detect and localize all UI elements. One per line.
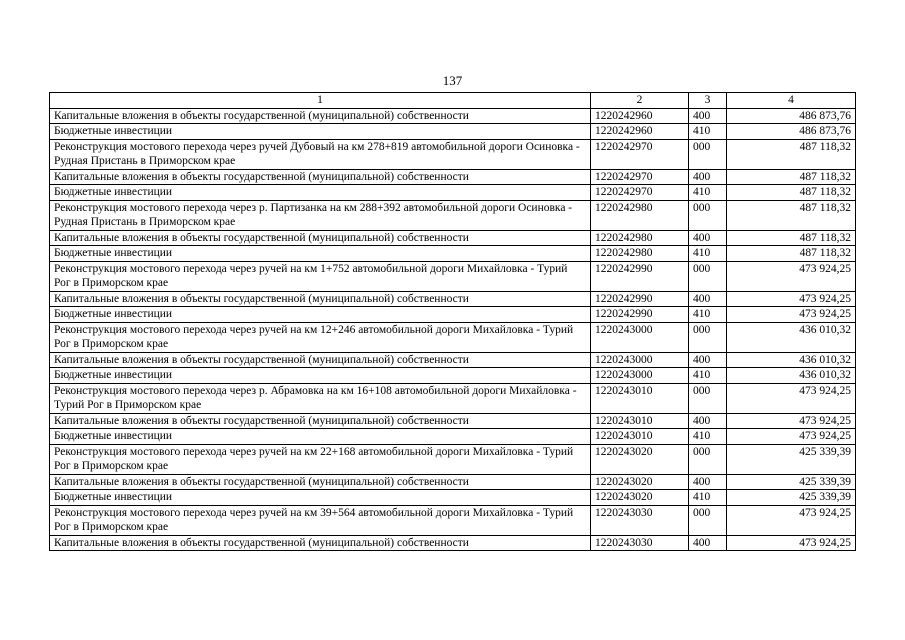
row-type: 410	[689, 185, 727, 201]
row-amount: 425 339,39	[727, 474, 856, 490]
row-amount: 487 118,32	[727, 200, 856, 230]
row-type: 000	[689, 200, 727, 230]
row-name: Реконструкция мостового перехода через р. Абрамовка на км 16+108 автомобильной дороги Михайловка - Турий Рог в Приморском крае	[50, 383, 591, 413]
row-type: 400	[689, 230, 727, 246]
row-amount: 487 118,32	[727, 169, 856, 185]
table-row	[50, 169, 856, 185]
row-type: 000	[689, 383, 727, 413]
row-name: Капитальные вложения в объекты государственной (муниципальной) собственности	[50, 169, 591, 185]
row-name: Реконструкция мостового перехода через ручей Дубовый на км 278+819 автомобильной дороги Осиновка - Рудная Пристань в Приморском крае	[50, 139, 591, 169]
table-row	[50, 246, 856, 262]
row-code: 1220242970	[591, 139, 689, 169]
row-name: Реконструкция мостового перехода через р. Партизанка на км 288+392 автомобильной дороги Осиновка - Рудная Пристань в Приморском крае	[50, 200, 591, 230]
table-row	[50, 490, 856, 506]
row-type: 410	[689, 429, 727, 445]
row-code: 1220243030	[591, 505, 689, 535]
table-row	[50, 535, 856, 551]
row-type: 000	[689, 139, 727, 169]
row-amount: 473 924,25	[727, 535, 856, 551]
table-row	[50, 108, 856, 124]
row-amount: 473 924,25	[727, 291, 856, 307]
row-type: 000	[689, 261, 727, 291]
row-type: 400	[689, 535, 727, 551]
row-amount: 473 924,25	[727, 383, 856, 413]
row-amount: 473 924,25	[727, 505, 856, 535]
row-amount: 473 924,25	[727, 429, 856, 445]
row-code: 1220243000	[591, 322, 689, 352]
row-code: 1220243010	[591, 383, 689, 413]
row-code: 1220242970	[591, 185, 689, 201]
row-type: 410	[689, 246, 727, 262]
row-amount: 487 118,32	[727, 139, 856, 169]
table-row	[50, 413, 856, 429]
row-code: 1220242980	[591, 230, 689, 246]
row-type: 400	[689, 474, 727, 490]
row-name: Бюджетные инвестиции	[50, 307, 591, 323]
row-amount: 486 873,76	[727, 124, 856, 140]
row-amount: 425 339,39	[727, 444, 856, 474]
row-amount: 473 924,25	[727, 413, 856, 429]
table-row	[50, 505, 856, 535]
row-code: 1220242960	[591, 124, 689, 140]
row-type: 400	[689, 291, 727, 307]
table-row	[50, 200, 856, 230]
row-name: Капитальные вложения в объекты государственной (муниципальной) собственности	[50, 474, 591, 490]
row-type: 400	[689, 352, 727, 368]
row-type: 400	[689, 169, 727, 185]
row-amount: 436 010,32	[727, 368, 856, 384]
row-type: 410	[689, 124, 727, 140]
row-type: 000	[689, 444, 727, 474]
row-name: Бюджетные инвестиции	[50, 246, 591, 262]
table-row	[50, 474, 856, 490]
page-number: 137	[442, 73, 463, 88]
row-name: Реконструкция мостового перехода через ручей на км 22+168 автомобильной дороги Михайловка - Турий Рог в Приморском крае	[50, 444, 591, 474]
row-name: Капитальные вложения в объекты государственной (муниципальной) собственности	[50, 535, 591, 551]
row-name: Бюджетные инвестиции	[50, 124, 591, 140]
row-code: 1220243020	[591, 490, 689, 506]
row-code: 1220242990	[591, 291, 689, 307]
row-code: 1220242980	[591, 246, 689, 262]
row-code: 1220243020	[591, 474, 689, 490]
row-code: 1220243010	[591, 413, 689, 429]
table-header-row	[50, 93, 856, 109]
table-row	[50, 261, 856, 291]
row-code: 1220242980	[591, 200, 689, 230]
row-type: 000	[689, 322, 727, 352]
table-row	[50, 368, 856, 384]
row-amount: 436 010,32	[727, 322, 856, 352]
row-code: 1220242970	[591, 169, 689, 185]
row-amount: 487 118,32	[727, 185, 856, 201]
table-row	[50, 429, 856, 445]
table-row	[50, 291, 856, 307]
row-amount: 425 339,39	[727, 490, 856, 506]
row-code: 1220242990	[591, 261, 689, 291]
table-row	[50, 307, 856, 323]
row-amount: 487 118,32	[727, 246, 856, 262]
header-col-2: 2	[591, 93, 689, 109]
row-name: Капитальные вложения в объекты государственной (муниципальной) собственности	[50, 352, 591, 368]
table-row	[50, 352, 856, 368]
row-name: Капитальные вложения в объекты государственной (муниципальной) собственности	[50, 108, 591, 124]
table-row	[50, 185, 856, 201]
row-code: 1220243010	[591, 429, 689, 445]
row-code: 1220243020	[591, 444, 689, 474]
row-amount: 486 873,76	[727, 108, 856, 124]
row-name: Реконструкция мостового перехода через ручей на км 1+752 автомобильной дороги Михайловка - Турий Рог в Приморском крае	[50, 261, 591, 291]
table-row	[50, 124, 856, 140]
row-name: Капитальные вложения в объекты государственной (муниципальной) собственности	[50, 291, 591, 307]
table-row	[50, 230, 856, 246]
row-type: 400	[689, 413, 727, 429]
table-row	[50, 322, 856, 352]
row-amount: 487 118,32	[727, 230, 856, 246]
row-name: Бюджетные инвестиции	[50, 490, 591, 506]
row-code: 1220242990	[591, 307, 689, 323]
row-code: 1220242960	[591, 108, 689, 124]
row-name: Бюджетные инвестиции	[50, 368, 591, 384]
table-row	[50, 444, 856, 474]
row-amount: 473 924,25	[727, 307, 856, 323]
row-type: 410	[689, 490, 727, 506]
row-type: 410	[689, 307, 727, 323]
row-code: 1220243000	[591, 352, 689, 368]
table-row	[50, 139, 856, 169]
row-name: Капитальные вложения в объекты государственной (муниципальной) собственности	[50, 230, 591, 246]
row-name: Реконструкция мостового перехода через ручей на км 12+246 автомобильной дороги Михайловка - Турий Рог в Приморском крае	[50, 322, 591, 352]
header-col-4: 4	[727, 93, 856, 109]
row-type: 400	[689, 108, 727, 124]
row-type: 000	[689, 505, 727, 535]
row-code: 1220243030	[591, 535, 689, 551]
row-type: 410	[689, 368, 727, 384]
row-name: Реконструкция мостового перехода через ручей на км 39+564 автомобильной дороги Михайловка - Турий Рог в Приморском крае	[50, 505, 591, 535]
row-amount: 436 010,32	[727, 352, 856, 368]
header-col-3: 3	[689, 93, 727, 109]
row-name: Бюджетные инвестиции	[50, 185, 591, 201]
row-name: Капитальные вложения в объекты государственной (муниципальной) собственности	[50, 413, 591, 429]
row-code: 1220243000	[591, 368, 689, 384]
budget-table	[49, 92, 856, 551]
row-amount: 473 924,25	[727, 261, 856, 291]
row-name: Бюджетные инвестиции	[50, 429, 591, 445]
header-col-1: 1	[50, 93, 591, 109]
table-row	[50, 383, 856, 413]
